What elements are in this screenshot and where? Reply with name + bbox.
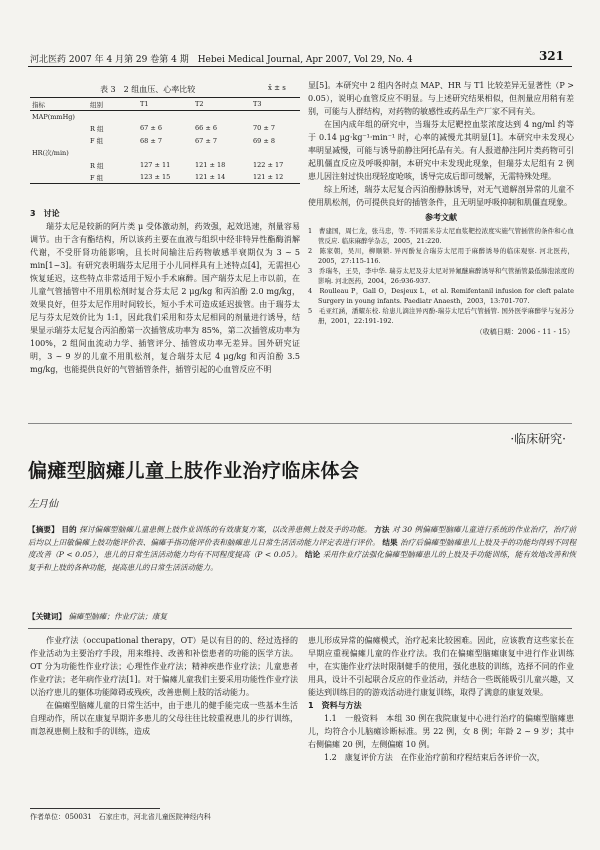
bp-hr-table	[30, 97, 300, 184]
table-cell	[88, 111, 138, 123]
table-row	[30, 159, 300, 171]
table-header-cell: T2	[195, 100, 204, 109]
received-date: （收稿日期：2006 - 11 - 15）	[475, 328, 574, 336]
table-row	[30, 147, 300, 159]
table-row	[30, 111, 300, 123]
table-row	[30, 171, 300, 184]
body-paragraph: 作业疗法（occupational therapy，OT）是以有目的的、经过选择的作业活动为主要治疗手段，用来维持、改善和补偿患者的功能的医学方法。OT 分为功能性作业疗法；心理性作业疗法；精神疾患作业疗法；儿童患者作业疗法；老年病作业疗法[1]。对于偏瘫儿童我们主要采用功能性作业疗法以治疗患儿的躯体功能障碍或残疾，改善患侧上肢的活动能力。	[30, 636, 298, 697]
article-left-column	[30, 634, 298, 738]
keywords-label: 【关键词】	[28, 612, 66, 621]
table-cell: 69 ± 8	[253, 136, 275, 145]
article-author: 左月仙	[28, 499, 58, 510]
table-cell: 121 ± 14	[195, 173, 226, 182]
table-cell: 123 ± 15	[140, 173, 171, 182]
body-paragraph: 综上所述，瑞芬太尼复合丙泊酚静脉诱导，对无气道解剖异常的儿童不使用肌松剂，仍可提供良好的插管条件，且无明显呼吸抑制和肌僵直现象。	[308, 185, 574, 207]
references-heading: 参考文献	[425, 213, 457, 222]
table-header-cell: 指标	[32, 100, 45, 109]
table-cell: R 组	[90, 161, 104, 170]
abstract-part-text: 采用作业疗法强化偏瘫型脑瘫患儿的上肢及手功能训练，能有效地改善和恢复手和上肢的各种功能，提高患儿的日常生活活动能力。	[28, 550, 576, 572]
table-cell: 121 ± 12	[253, 173, 284, 182]
table-unit: x̄ ± s	[268, 84, 286, 92]
body-paragraph: 患儿形成异常的偏瘫模式，治疗起来比较困难。因此，应该教育这些家长在早期应重视偏瘫儿童的作业疗法。我们在偏瘫型脑瘫康复中进行作业训练中，在实施作业疗法时限制健手的使用，强化患肢的训练，选择不同的作业用具，设计不引起联合反应的作业活动，并结合一些既能吸引儿童兴趣，又能达到训练目的的游戏活动进行康复训练，取得了满意的康复效果。	[308, 636, 574, 697]
table-cell: R 组	[90, 124, 104, 133]
table-header-cell: T1	[140, 100, 149, 109]
body-paragraph: 显[5]。本研究中 2 组内各时点 MAP、HR 与 T1 比较差异无显著性（P > 0.05），说明心血管反应不明显。与上述研究结果相似，但剂量应用稍有差别，可能与人群结构，对药物的敏感性或药品生产厂家不同有关。	[308, 81, 574, 116]
abstract-part-label: 方法	[374, 525, 390, 534]
table-cell	[193, 147, 251, 159]
table-cell	[30, 159, 88, 171]
abstract-part-text: 治疗后偏瘫型脑瘫患儿上肢及手的功能均得到不同程度改善（P < 0.05），患儿的日常生活活动能力均有不同程度提高（P < 0.05）。	[28, 537, 577, 559]
abstract-label: 【摘要】	[28, 525, 59, 534]
table-caption: 表 3 2 组血压、心率比较	[100, 85, 196, 94]
table-cell: 122 ± 17	[253, 161, 284, 170]
table-cell	[251, 147, 300, 159]
footnote-rule	[30, 808, 160, 809]
table-cell	[30, 171, 88, 184]
reference-item: 1 曹建国，周仁龙，张马忠，等. 不同雷米芬太尼血浆靶控浓度实施气管插管的条件和心血管反应. 临床麻醉学杂志，2005，21:220.	[308, 227, 574, 245]
abstract-part-label: 结果	[382, 537, 398, 547]
table-cell: F 组	[90, 173, 104, 182]
body-paragraph: 在国内成年组的研究中，当瑞芬太尼靶控血浆浓度达到 4 ng/ml 约等于 0.14 μg·kg⁻¹·min⁻¹ 时，心率的减慢尤其明显[1]。本研究中未发现心率明显减慢，可能与诱导前静注阿托品有关。有人报道静注阿片类药物可引起肌僵直反应及呼吸抑制，本研究中未发现此现象，但瑞芬太尼组有 2 例患儿因注射过快出现轻度呛咳，诱导完成后即可缓解，无需特殊处理。	[308, 120, 574, 181]
running-head: 河北医药 2007 年 4 月第 29 卷第 4 期 Hebei Medical Journal, Apr 2007, Vol 29, No. 4	[30, 55, 413, 65]
table-cell: 70 ± 7	[253, 124, 275, 133]
table-cell	[30, 122, 88, 134]
abstract-separator	[28, 628, 572, 629]
section-label: ·临床研究·	[510, 432, 566, 446]
reference-item: 5 毛亚红涵，潘耀东校. 给患儿滴注异丙酚-瑞芬太尼后气管插管. 国外医学麻醉学与复苏分册，2001，22:191-192.	[308, 307, 574, 325]
table-cell: F 组	[90, 137, 104, 146]
body-paragraph: 瑞芬太尼是较新的阿片类 μ 受体激动剂，药效强，起效迅速，剂量容易调节。由于含有酯结构，所以该药主要在血液与组织中经非特异性酯酶消解代谢，不受肝肾功能影响，且长时间输注后药物敏感半衰期仅为 3 ~ 5 min[1~3]。有研究表明瑞芬太尼用于小儿同样具有上述特点[4]，无需担心恢复延迟，这些特点非常适用于短小手术麻醉。国产瑞芬太尼上市以前，在儿童气管插管中不用肌松剂时复合芬太尼 2 μg/kg 和丙泊酚 2.0 mg/kg，效果良好，但芬太尼作用时间较长，短小手术可造成延迟拔管。由于瑞芬太尼与芬太尼效价比为 1:1，因此我们采用和芬太尼相同的剂量进行诱导，结果显示瑞芬太尼复合丙泊酚第一次插管成功率为 85%，第二次插管成功率为 100%，2 组间血流动力学、插管评分、插管成功率无差异。国外研究证明，3 ~ 9 岁的儿童不用肌松剂，复合瑞芬太尼 4 μg/kg 和丙泊酚 3.5 mg/kg，也能提供良好的气管插管条件，插管引起的心血管反应不明	[30, 222, 300, 374]
header-rule	[28, 66, 572, 67]
abstract-part-text: 探讨偏瘫型脑瘫儿童患侧上肢作业训练的有效康复方案，以改善患侧上肢及手的功能。	[79, 525, 372, 534]
table-header-cell: T3	[253, 100, 262, 109]
discussion-column	[30, 207, 300, 376]
body-paragraph: 1.1 一般资料 本组 30 例在我院康复中心进行治疗的偏瘫型脑瘫患儿，均符合小儿脑瘫诊断标准。男 22 例，女 8 例；年龄 2 ~ 9 岁；其中右侧偏瘫 20 例，左侧偏瘫 10 例。	[308, 714, 574, 749]
article-title: 偏瘫型脑瘫儿童上肢作业治疗临床体会	[28, 460, 360, 482]
table-cell: 68 ± 7	[140, 136, 162, 145]
table-cell: 121 ± 18	[195, 161, 226, 170]
table-cell: HR(次/min)	[32, 149, 69, 158]
abstract-part-label: 结论	[304, 550, 321, 559]
table-cell: 67 ± 6	[140, 124, 162, 133]
table-cell: 67 ± 7	[195, 136, 217, 145]
author-affiliation: 作者单位：050031 石家庄市，河北省儿童医院神经内科	[30, 813, 211, 821]
article-right-column	[308, 634, 574, 764]
table-cell	[251, 111, 300, 123]
table-cell: 127 ± 11	[140, 161, 171, 170]
article-separator	[28, 423, 572, 424]
reference-list	[308, 226, 574, 326]
table-header-row	[30, 98, 300, 111]
discussion-heading: 3 讨论	[30, 209, 60, 218]
table-cell	[88, 147, 138, 159]
keywords	[28, 611, 167, 622]
reference-item: 3 乔瑞冬，王昊，李中华. 瑞芬太尼及芬太尼对异氟醚麻醉诱导和气管插管最低肺泡浓度的影响. 河北医药，2004，26:936-937.	[308, 267, 574, 285]
table-row	[30, 122, 300, 134]
methods-heading: 1 资料与方法	[308, 701, 362, 710]
table-cell	[193, 111, 251, 123]
keywords-text: 偏瘫型脑瘫；作业疗法；康复	[68, 612, 168, 621]
table-cell: 66 ± 6	[195, 124, 217, 133]
reference-item: 2 陈家朝，吴川，柳顺锁. 异丙酚复合瑞芬太尼用于麻醉诱导的临床观察. 河北医药，2005，27:115-116.	[308, 247, 574, 265]
discussion-continued-column	[308, 79, 574, 339]
abstract	[28, 524, 576, 574]
reference-item: 4 Roulleau P，Gall O，Desjeux L，et al. Remifentanil infusion for cleft palate Surgery in young infants. Paediatr Anaesth，2003，13:701-707.	[308, 287, 574, 305]
body-paragraph: 1.2 康复评价方法 在作业治疗前和疗程结束后各评价一次，	[324, 753, 545, 762]
table-row	[30, 135, 300, 147]
page-number: 321	[538, 49, 564, 63]
table-cell: MAP(mmHg)	[32, 112, 75, 121]
table-cell	[138, 147, 193, 159]
table-header-cell: 组别	[90, 100, 103, 109]
abstract-part-label: 目的	[61, 525, 77, 534]
body-paragraph: 在偏瘫型脑瘫儿童的日常生活中，由于患儿的健手能完成一些基本生活自理动作，所以在康复早期许多患儿的父母往往比较重视患儿的步行训练，而忽视患侧上肢和手的训练，造成	[30, 701, 298, 736]
table-cell	[30, 135, 88, 147]
table-cell	[138, 111, 193, 123]
abstract-part-text: 对 30 例偏瘫型脑瘫儿童进行系统的作业治疗，治疗前后均以上田敏偏瘫上肢功能评价表、偏瘫手指功能评价表和脑瘫患儿日常生活活动能力评定表进行评价。	[28, 525, 577, 547]
